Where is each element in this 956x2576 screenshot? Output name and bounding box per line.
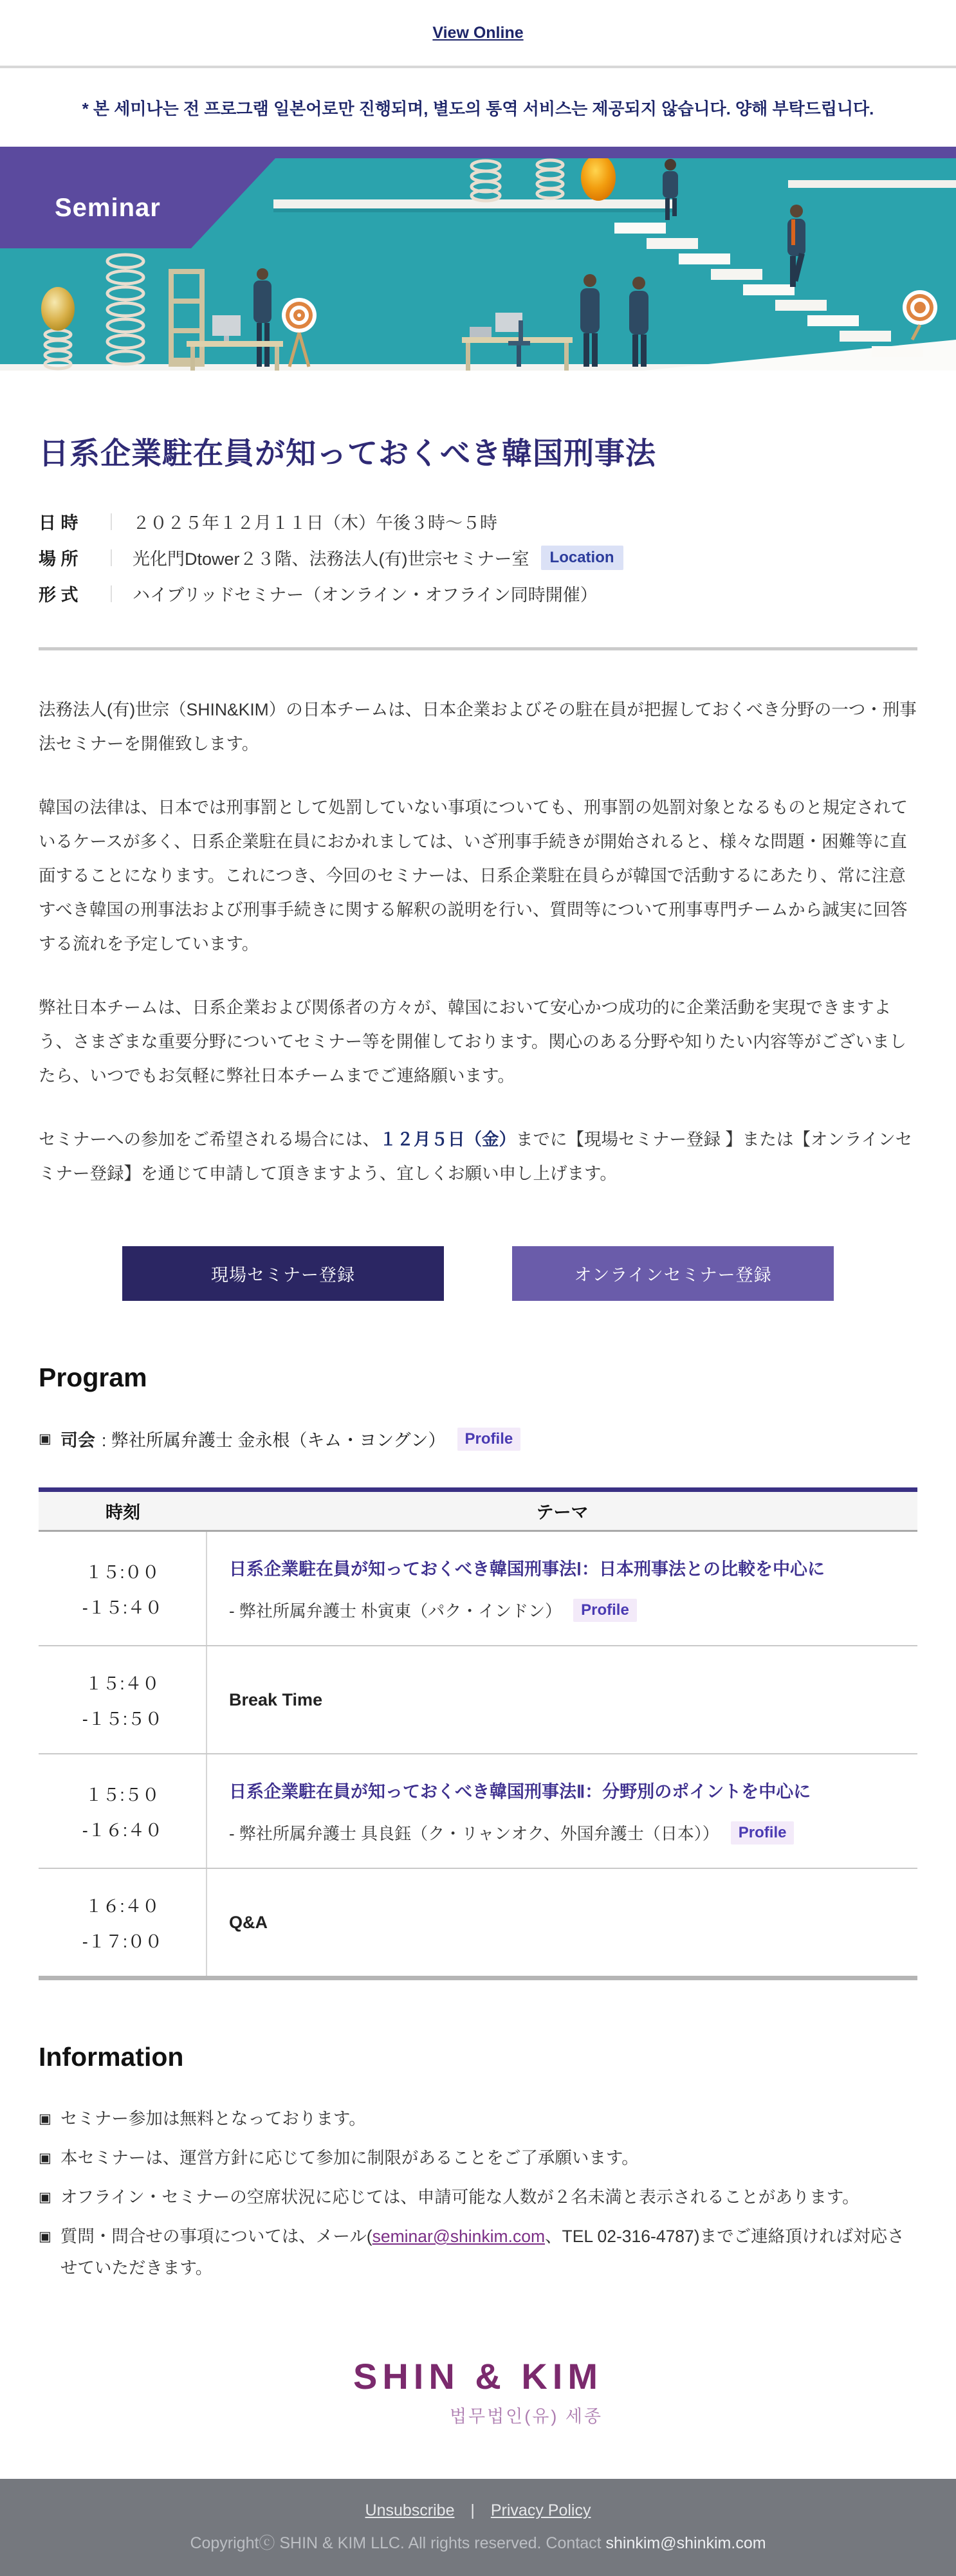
session-title: Q&A xyxy=(229,1912,268,1932)
table-time-cell xyxy=(39,1754,207,1868)
main-content xyxy=(0,430,956,2427)
email-footer xyxy=(0,2479,956,2576)
contact-text-pre: 質問・問合せの事項については、メール( xyxy=(60,2227,372,2246)
time-start: １５:４０ xyxy=(85,1674,160,1693)
online-registration-button[interactable]: オンラインセミナー登録 xyxy=(512,1246,834,1301)
time-end: -１７:００ xyxy=(82,1932,163,1951)
table-theme-cell xyxy=(207,1646,917,1753)
registration-buttons xyxy=(39,1246,917,1301)
seminar-title: 日系企業駐在員が知っておくべき韓国刑事法 xyxy=(39,436,656,470)
registration-text-post: までに【現場セミナー登録 】または【オンラインセミナー登録】を通じて申請して頂きますよう、宜しくお願い申し上げます。 xyxy=(39,1130,913,1183)
moderator-name: : 弊社所属弁護士 金永根（キム・ヨングン） xyxy=(101,1431,446,1450)
golden-egg xyxy=(41,287,75,331)
profile-badge[interactable]: Profile xyxy=(731,1821,795,1845)
registration-paragraph xyxy=(39,1123,917,1191)
square-bullet-icon: ▣ xyxy=(39,2111,51,2126)
table-time-cell xyxy=(39,1869,207,1976)
detail-value: ハイブリッドセミナー（オンライン・オフライン同時開催） xyxy=(133,585,598,605)
detail-row-location xyxy=(39,545,917,570)
notice-text: * 본 세미나는 전 프로그램 일본어로만 진행되며, 별도의 통역 서비스는 제공되지 않습니다. 양해 부탁드립니다. xyxy=(82,98,874,118)
detail-separator: ｜ xyxy=(103,585,120,604)
registration-text-pre: セミナーへの参加をご希望される場合には、 xyxy=(39,1130,380,1149)
copyright-text xyxy=(190,2530,766,2553)
copyright-pre: Copyrightⓒ SHIN & KIM LLC. All rights reserved. Contact xyxy=(190,2534,606,2552)
table-row xyxy=(39,1532,917,1646)
footer-separator: | xyxy=(470,2501,475,2519)
platform-shadow xyxy=(273,208,672,212)
detail-separator: ｜ xyxy=(103,549,120,568)
background-paragraph: 韓国の法律は、日本では刑事罰として処罰していない事項についても、刑事罰の処罰対象となるものと規定されているケースが多く、日系企業駐在員におかれましては、いざ刑事手続きが開始されると、様々な問題・困難等に直面することになります。これにつき、今回のセミナーは、日系企業駐在員らが韓国で活動するにあたり、常に注意すべき韓国の刑事法および刑事手続きに関する解釈の説明を行い、質問等について刑事専門チームから誠実に回答する流れを予定しています。 xyxy=(39,798,908,953)
detail-label: 日 時 xyxy=(39,513,78,533)
list-item xyxy=(39,2142,917,2174)
info-text: 本セミナーは、運営方針に応じて参加に制限があることをご了承願います。 xyxy=(60,2148,639,2167)
detail-label: 形 式 xyxy=(39,585,78,605)
profile-badge[interactable]: Profile xyxy=(457,1428,521,1451)
view-online-link[interactable]: View Online xyxy=(432,23,524,42)
square-bullet-icon: ▣ xyxy=(39,2229,51,2244)
session-title: 日系企業駐在員が知っておくべき韓国刑事法Ⅰ：日本刑事法との比較を中心に xyxy=(229,1559,825,1579)
detail-value: 光化門Dtower２３階、法務法人(有)世宗セミナー室 xyxy=(133,549,529,569)
list-item xyxy=(39,2182,917,2213)
table-row xyxy=(39,1646,917,1754)
seminar-details xyxy=(39,509,917,606)
orange-egg xyxy=(581,154,616,201)
table-time-cell xyxy=(39,1532,207,1645)
moderator-label: 司会 xyxy=(60,1431,95,1450)
seminar-email-link[interactable]: seminar@shinkim.com xyxy=(372,2227,546,2246)
upper-right-platform xyxy=(788,180,956,188)
shinkim-logo-text: SHIN & KIM xyxy=(353,2356,603,2397)
detail-row-format xyxy=(39,581,917,606)
table-header-time: 時刻 xyxy=(106,1503,140,1522)
deadline-text: １２月５日（金） xyxy=(380,1130,516,1149)
email-header xyxy=(0,0,956,68)
session-speaker: - 弊社所属弁護士 具良鈺（ク・リャンオク、外国弁護士（日本）） xyxy=(229,1824,719,1843)
section-divider xyxy=(39,647,917,650)
table-row xyxy=(39,1869,917,1976)
program-table xyxy=(39,1487,917,1980)
square-bullet-icon: ▣ xyxy=(39,2151,51,2166)
detail-row-datetime xyxy=(39,509,917,534)
table-row xyxy=(39,1754,917,1869)
contact-text-post: 、TEL 02-316-4787)までご連絡頂ければ対応させていただきます。 xyxy=(60,2227,905,2277)
unsubscribe-link[interactable]: Unsubscribe xyxy=(365,2501,455,2519)
square-bullet-icon: ▣ xyxy=(39,1431,51,1446)
table-theme-cell xyxy=(207,1869,917,1976)
detail-value: ２０２５年１２月１１日（木）午後３時～５時 xyxy=(133,513,498,533)
upper-platform xyxy=(273,199,672,208)
table-header-row xyxy=(39,1492,917,1532)
location-badge[interactable]: Location xyxy=(541,546,623,570)
detail-separator: ｜ xyxy=(103,513,120,532)
privacy-policy-link[interactable]: Privacy Policy xyxy=(490,2501,591,2519)
square-bullet-icon: ▣ xyxy=(39,2190,51,2205)
session-title: Break Time xyxy=(229,1689,323,1709)
information-list xyxy=(39,2103,917,2284)
table-time-cell xyxy=(39,1646,207,1753)
info-text: オフライン・セミナーの空席状況に応じては、申請可能な人数が２名未満と表示されることがあります。 xyxy=(60,2187,859,2207)
company-logo xyxy=(39,2356,917,2427)
time-end: -１６:４０ xyxy=(82,1821,163,1840)
contact-email[interactable]: shinkim@shinkim.com xyxy=(605,2534,766,2552)
table-theme-cell xyxy=(207,1754,917,1868)
detail-label: 場 所 xyxy=(39,549,78,569)
hero-illustration xyxy=(0,147,956,371)
onsite-registration-button[interactable]: 現場セミナー登録 xyxy=(122,1246,444,1301)
session-title: 日系企業駐在員が知っておくべき韓国刑事法Ⅱ：分野別のポイントを中心に xyxy=(229,1782,811,1801)
time-end: -１５:５０ xyxy=(82,1709,163,1729)
list-item xyxy=(39,2103,917,2135)
time-start: １５:００ xyxy=(85,1563,160,1582)
hero-seminar-label: Seminar xyxy=(55,194,161,222)
info-text: セミナー参加は無料となっております。 xyxy=(60,2109,366,2128)
office-shelf xyxy=(169,269,205,367)
information-heading: Information xyxy=(39,2042,184,2072)
time-end: -１５:４０ xyxy=(82,1598,163,1617)
program-heading: Program xyxy=(39,1363,147,1392)
list-item xyxy=(39,2221,917,2284)
intro-paragraph: 法務法人(有)世宗（SHIN&KIM）の日本チームは、日本企業およびその駐在員が把握しておくべき分野の一つ・刑事法セミナーを開催致します。 xyxy=(39,700,917,753)
footer-links xyxy=(365,2501,591,2520)
shinkim-logo-subtitle: 법무법인(유) 세종 xyxy=(449,2407,603,2426)
time-start: １６:４０ xyxy=(85,1897,160,1916)
profile-badge[interactable]: Profile xyxy=(573,1599,637,1622)
language-notice xyxy=(0,68,956,147)
info-text xyxy=(60,2221,917,2284)
table-header-theme: テーマ xyxy=(536,1503,589,1522)
team-paragraph: 弊社日本チームは、日系企業および関係者の方々が、韓国において安心かつ成功的に企業活動を実現できますよう、さまざまな重要分野についてセミナー等を開催しております。関心のある分野や知りたい内容等がございましたら、いつでもお気軽に弊社日本チームまでご連絡願います。 xyxy=(39,998,906,1085)
moderator-line xyxy=(39,1426,917,1451)
time-start: １５:５０ xyxy=(85,1785,160,1805)
table-theme-cell xyxy=(207,1532,917,1645)
hero-banner xyxy=(0,147,956,371)
session-speaker: - 弊社所属弁護士 朴寅東（パク・インドン） xyxy=(229,1601,562,1621)
